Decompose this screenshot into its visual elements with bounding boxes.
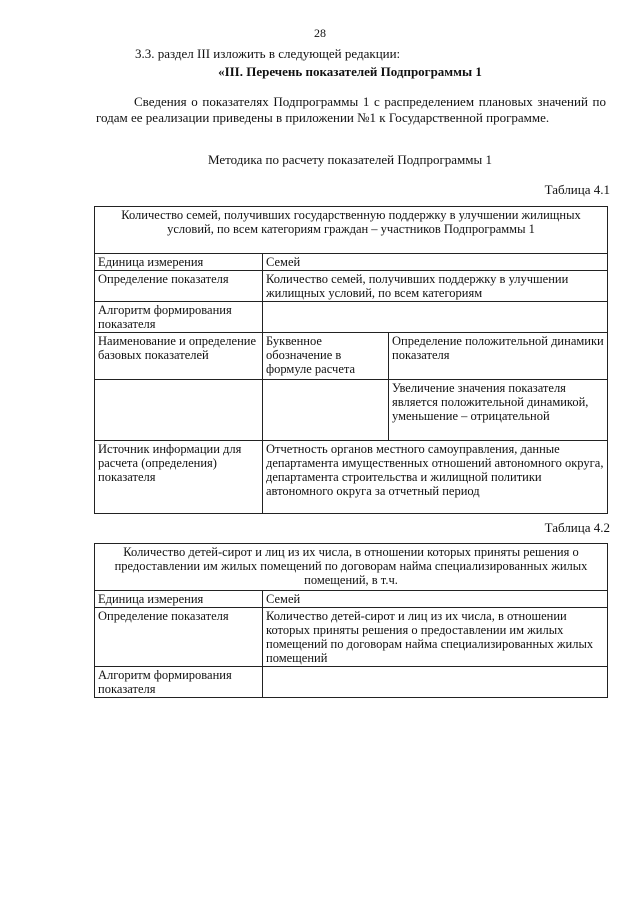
table1-base-label: Наименование и определение базовых показателей — [95, 333, 263, 380]
table1-dynamics-value: Увеличение значения показателя является положительной динамикой, уменьшение – отрицательной — [389, 380, 608, 441]
table1-source-value: Отчетность органов местного самоуправления, данные департамента имущественных отношений автономного округа, департамента строительства и жилищной политики автономного округа за отчетный период — [263, 441, 608, 514]
table2-definition-value: Количество детей-сирот и лиц из их числа, в отношении которых приняты решения о предоставлении им жилых помещений по договорам найма специализированных жилых помещений — [263, 608, 608, 667]
page-number: 28 — [314, 26, 326, 40]
table1-base-dynamics: Определение положительной динамики показателя — [389, 333, 608, 380]
table2-unit-label: Единица измерения — [95, 591, 263, 608]
method-heading: Методика по расчету показателей Подпрограммы 1 — [207, 152, 492, 167]
table2-caption: Таблица 4.2 — [544, 520, 610, 535]
table1-unit-value: Семей — [263, 254, 608, 271]
table1-unit-label: Единица измерения — [95, 254, 263, 271]
table1-definition-label: Определение показателя — [95, 271, 263, 302]
table1-empty-cell — [263, 380, 389, 441]
section-title: «III. Перечень показателей Подпрограммы 1 — [218, 64, 482, 79]
table1-algorithm-label: Алгоритм формирования показателя — [95, 302, 263, 333]
table1-source-label: Источник информации для расчета (определения) показателя — [95, 441, 263, 514]
table-4-2 — [94, 543, 608, 698]
table2-header: Количество детей-сирот и лиц из их числа, в отношении которых приняты решения о предоставлении им жилых помещений по договорам найма специализированных жилых помещений, в т.ч. — [95, 544, 608, 591]
table1-base-symbol: Буквенное обозначение в формуле расчета — [263, 333, 389, 380]
table1-empty-cell — [95, 380, 263, 441]
info-paragraph: Сведения о показателях Подпрограммы 1 с распределением плановых значений по годам ее реализации приведены в приложении №1 к Государственной программе. — [96, 94, 606, 125]
table2-definition-label: Определение показателя — [95, 608, 263, 667]
table1-definition-value: Количество семей, получивших поддержку в улучшении жилищных условий, по всем категориям — [263, 271, 608, 302]
intro-line: 3.3. раздел III изложить в следующей редакции: — [135, 46, 401, 61]
table1-caption: Таблица 4.1 — [544, 182, 610, 197]
table-4-1 — [94, 206, 608, 514]
table2-unit-value: Семей — [263, 591, 608, 608]
table1-algorithm-value — [263, 302, 608, 333]
table2-algorithm-value — [263, 667, 608, 698]
table2-algorithm-label: Алгоритм формирования показателя — [95, 667, 263, 698]
table1-header: Количество семей, получивших государственную поддержку в улучшении жилищных условий, по всем категориям граждан – участников Подпрограммы 1 — [95, 207, 608, 254]
